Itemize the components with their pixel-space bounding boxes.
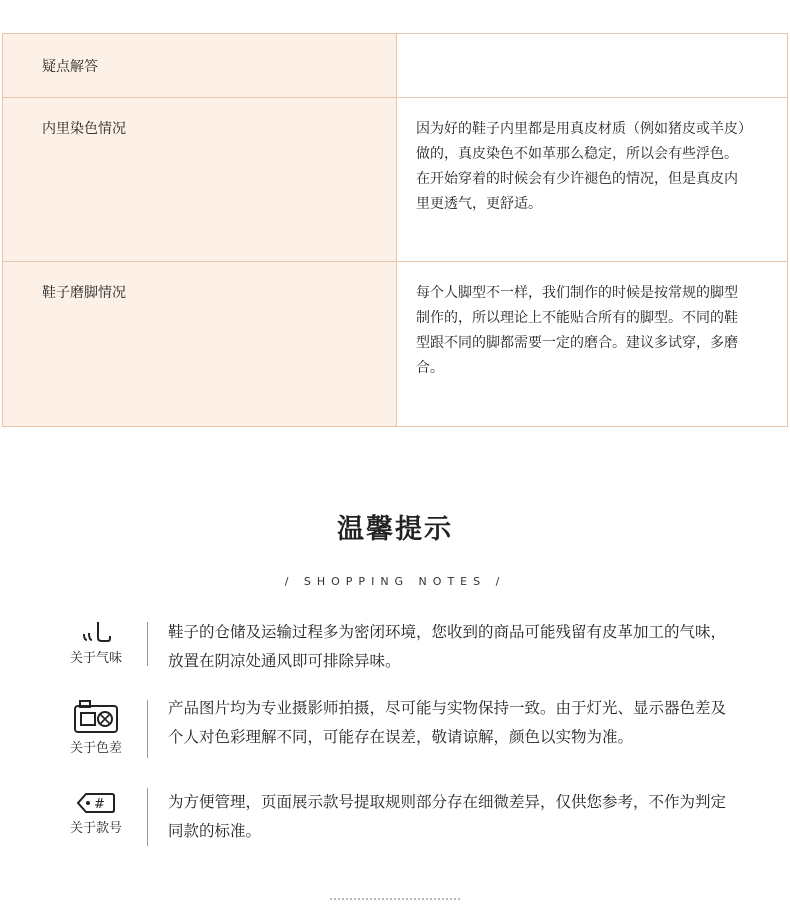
faq-header-right xyxy=(397,34,787,53)
faq-header-empty-cell xyxy=(397,34,788,98)
answer-text: 每个人脚型不一样，我们制作的时候是按常规的脚型制作的，所以理论上不能贴合所有的脚型。不同的鞋型跟不同的脚都需要一定的磨合。建议多试穿，多磨合。 xyxy=(416,285,738,376)
note-style-number xyxy=(50,788,750,848)
note-icon-box xyxy=(50,700,142,756)
faq-header-title: 疑点解答 xyxy=(42,59,98,75)
note-icon-box xyxy=(50,618,142,666)
note-smell xyxy=(50,618,750,678)
note-divider xyxy=(147,788,148,846)
note-text: 产品图片均为专业摄影师拍摄，尽可能与实物保持一致。由于灯光、显示器色差及个人对色彩理解不同，可能存在误差，敬请谅解，颜色以实物为准。 xyxy=(168,699,727,746)
bottom-decoration xyxy=(330,898,460,905)
faq-header-row xyxy=(3,34,788,98)
table-row xyxy=(3,98,788,262)
camera-icon xyxy=(72,700,120,734)
note-color xyxy=(50,694,750,784)
notes-title: 温馨提示 xyxy=(337,514,453,545)
question-text: 鞋子磨脚情况 xyxy=(42,285,126,301)
answer-text: 因为好的鞋子内里都是用真皮材质（例如猪皮或羊皮）做的，真皮染色不如革那么稳定，所以会有些浮色。在开始穿着的时候会有少许褪色的情况，但是真皮内里更透气，更舒适。 xyxy=(416,121,745,212)
faq-table xyxy=(2,33,788,427)
smell-icon xyxy=(78,618,114,644)
tag-icon xyxy=(76,792,116,814)
note-label: 关于气味 xyxy=(69,651,122,666)
notes-subtitle: / SHOPPING NOTES / xyxy=(284,575,506,588)
note-text: 为方便管理，页面展示款号提取规则部分存在细微差异，仅供您参考，不作为判定同款的标准。 xyxy=(168,793,727,840)
faq-header-cell xyxy=(3,34,397,98)
table-row xyxy=(3,262,788,427)
note-divider xyxy=(147,700,148,758)
question-cell xyxy=(3,98,397,262)
svg-text:#: # xyxy=(94,797,105,812)
question-cell xyxy=(3,262,397,427)
note-icon-box xyxy=(50,792,142,836)
note-label: 关于款号 xyxy=(69,821,122,836)
question-text: 内里染色情况 xyxy=(42,121,126,137)
answer-cell xyxy=(397,262,788,427)
answer-cell xyxy=(397,98,788,262)
note-divider xyxy=(147,622,148,666)
note-label: 关于色差 xyxy=(69,741,122,756)
note-text: 鞋子的仓储及运输过程多为密闭环境，您收到的商品可能残留有皮革加工的气味，放置在阴凉处通风即可排除异味。 xyxy=(168,623,727,670)
